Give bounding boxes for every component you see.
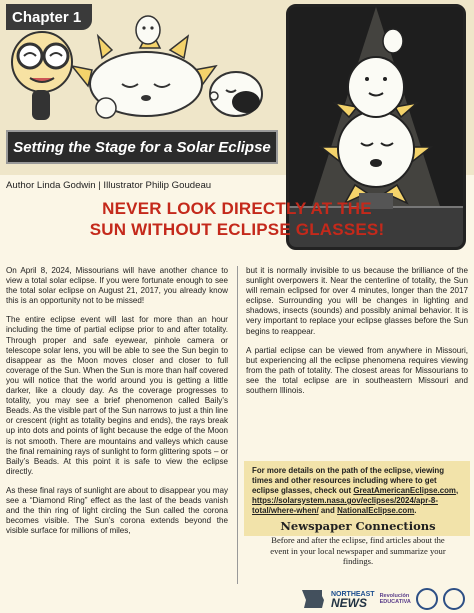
great-american-eclipse-link[interactable]: GreatAmericanEclipse.com — [353, 486, 456, 495]
news-logo-top: NORTHEAST — [331, 591, 375, 598]
safety-warning-line-1: NEVER LOOK DIRECTLY AT THE — [102, 199, 372, 218]
sponsor-logos — [300, 586, 472, 612]
paragraph: As these final rays of sunlight are about to disappear you may see a “Diamond Ring” effect as the last of the beads vanish and the thin ring of light circling the Sun called the corona becomes visible. The Sun’s corona extends beyond the visible surface for millions of miles, — [6, 485, 228, 536]
northeast-news-logo — [331, 590, 375, 608]
article-column-right — [246, 266, 468, 405]
paragraph: The entire eclipse event will last for more than an hour including the time of partial eclipse prior to and after totality. Through proper and safe eyewear, pinhole camera or telescope solar lens, you will be able to see the Sun begin to disappear as the Moon moves closer and closer to full coverage of the Sun. When the Sun is more than half covered you will notice that the world around you is getting a little darker, like a cloudy day. As the coverage progresses to totality, you may see a brief phenomenon called Baily’s Beads. As the visible part of the Sun narrows to just a thin line or crescent (right as totality begins and ends), the rays break up into dots and points of light because the edge of the Moon is not smooth. There are mountains and valleys which cause the final remaining rays of sunlight to form glittering spots – or Baily’s Beads. At this point it is safe to view the eclipse directly. — [6, 315, 228, 476]
rev-logo-line-1: Revolución — [379, 593, 410, 599]
byline: Author Linda Godwin | Illustrator Philip Goudeau — [6, 180, 212, 191]
newspaper-connections-text: Before and after the eclipse, find articles about the event in your local newspaper and summarize your findings. — [270, 535, 446, 566]
resources-intro: For more details on the path of the eclipse, viewing times and other resources including where to get eclipse glasses, check out — [252, 466, 445, 495]
paragraph: but it is normally invisible to us because the brilliance of the sunlight overpowers it. Near the centerline of totality, the Sun will remain eclipsed for over 4 minutes, longer than the 2017 eclipse. Surrounding you will be changes in lighting and shadows, insects (sounds) and possibly animal behavior. It is very important to replace your eclipse glasses before the Sun begins to reappear. — [246, 266, 468, 336]
national-eclipse-link[interactable]: NationalEclipse.com — [337, 506, 415, 515]
resources-separator: and — [318, 506, 338, 515]
paragraph: A partial eclipse can be viewed from anywhere in Missouri, but experiencing all the eclipse phenomena requires viewing from the path of totality. The closest areas for Missourians to see the total eclipse are in southeastern Missouri and southern Illinois. — [246, 345, 468, 396]
chapter-label: Chapter 1 — [6, 4, 92, 30]
press-association-seal-logo — [443, 588, 465, 610]
newspaper-connections-title: Newspaper Connections — [280, 519, 436, 533]
news-logo-bottom: NEWS — [331, 596, 367, 610]
revolucion-educativa-logo — [380, 593, 411, 605]
resources-separator: , — [455, 486, 459, 495]
page-title: Setting the Stage for a Solar Eclipse — [6, 130, 278, 164]
safety-warning-line-2: SUN WITHOUT ECLIPSE GLASSES! — [89, 220, 385, 239]
article-column-left — [6, 266, 228, 545]
resources-end: . — [414, 506, 417, 515]
nasa-eclipse-link[interactable]: https://solarsystem.nasa.gov/eclipses/2024/apr-8-total/where-when/ — [252, 496, 438, 515]
safety-warning — [6, 198, 468, 240]
rev-logo-line-2: EDUCATIVA — [379, 599, 411, 605]
foundation-seal-logo — [416, 588, 438, 610]
column-divider — [237, 266, 238, 584]
paragraph: On April 8, 2024, Missourians will have another chance to view a total solar eclipse. If you were fortunate enough to see the total solar eclipse on August 21, 2017, you already know this is an opportunity not to be missed! — [6, 266, 228, 306]
missouri-outline-icon — [300, 588, 326, 610]
